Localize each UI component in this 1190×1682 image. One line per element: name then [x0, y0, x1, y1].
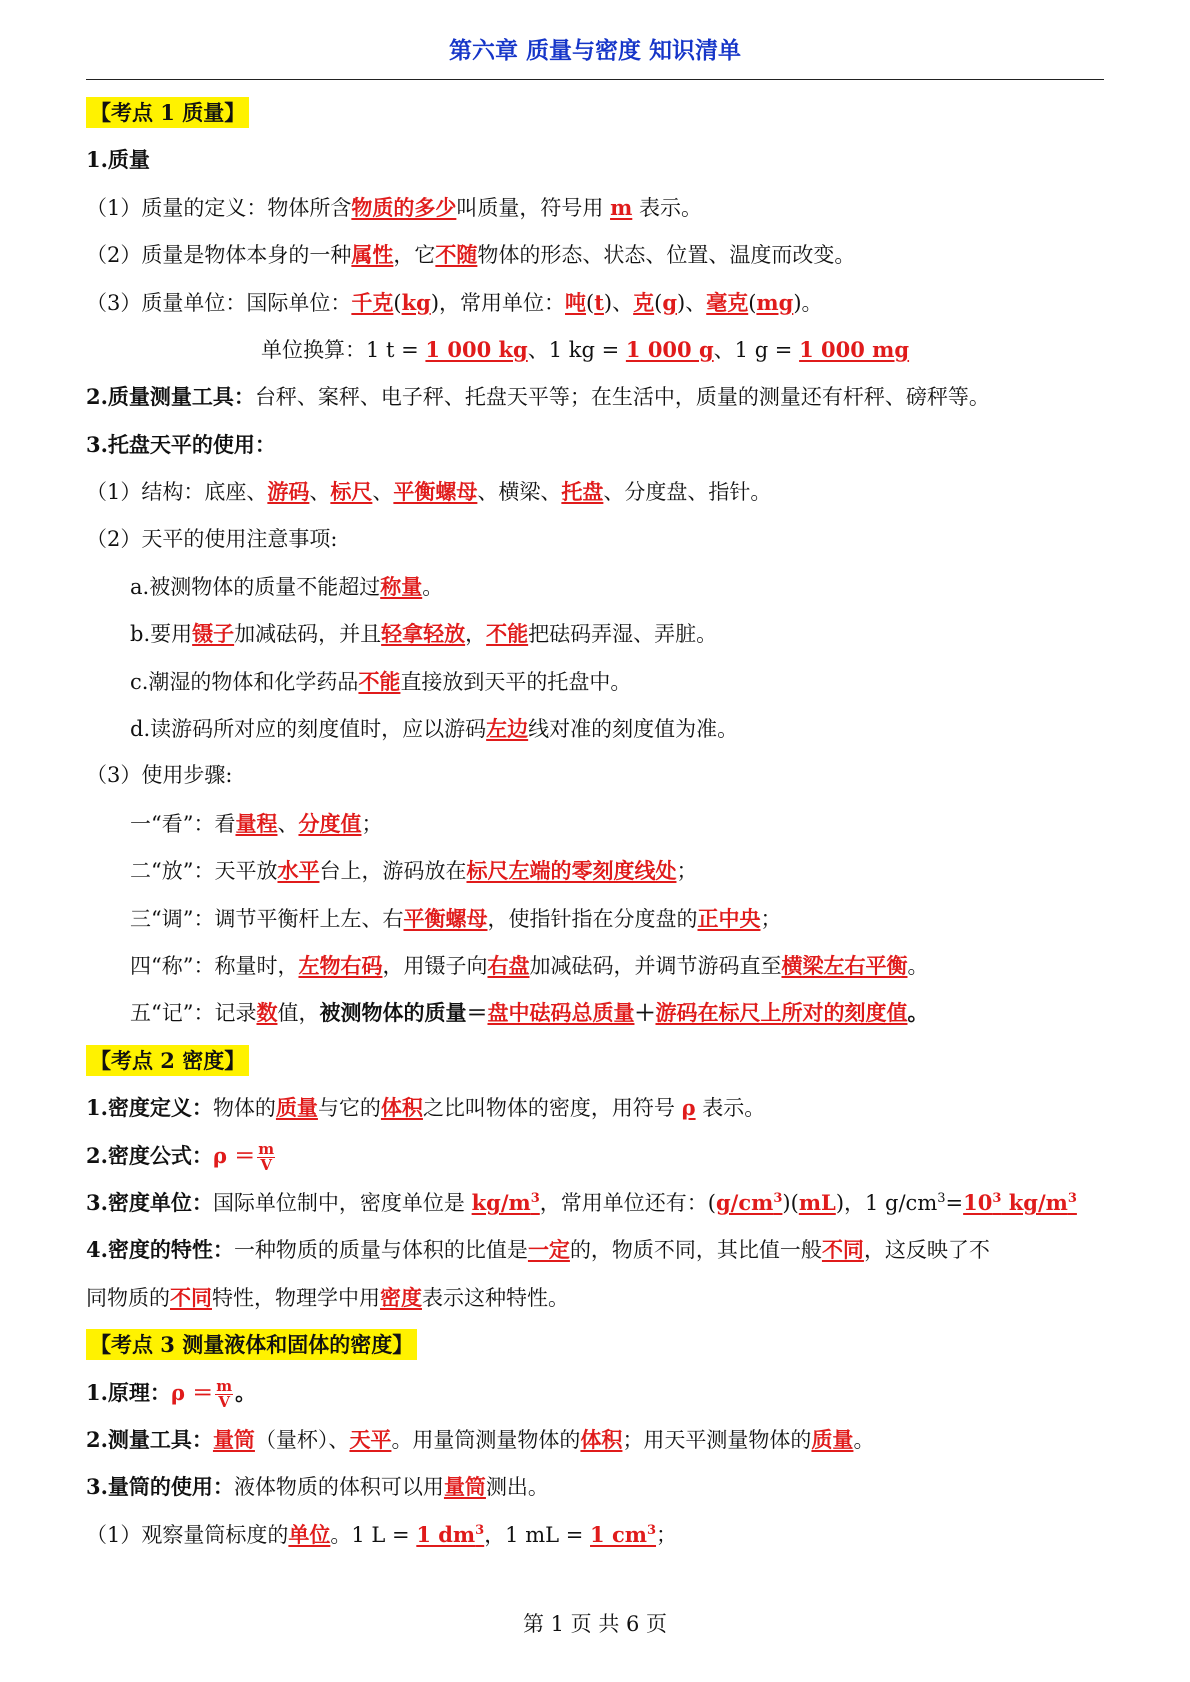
text: 五“记”：记录	[130, 1001, 257, 1026]
answer	[963, 1190, 1077, 1215]
text: 四“称”：称量时，	[130, 954, 299, 979]
answer: ρ	[681, 1095, 696, 1121]
text: （1）结构：底座、	[86, 480, 268, 505]
step-adjust	[86, 895, 1106, 942]
text: (	[586, 290, 595, 315]
text: 特性，物理学中用	[212, 1285, 380, 1310]
section-tag: 【考点 3 测量液体和固体的密度】	[86, 1329, 417, 1360]
heading-balance-use	[86, 421, 1106, 468]
denominator: V	[260, 1155, 272, 1174]
density-property-cont	[86, 1274, 1106, 1321]
bold-text: ＋	[634, 1000, 656, 1026]
answer: 标尺	[330, 479, 373, 505]
bold-text: 。	[907, 1000, 929, 1026]
answer: 水平	[277, 858, 320, 884]
text: 、分度盘、指针。	[603, 480, 772, 505]
answer: 轻拿轻放	[381, 621, 466, 647]
text: 一种物质的质量与体积的比值是	[233, 1238, 528, 1263]
step-place	[86, 847, 1106, 894]
text: 叫质量，符号用	[456, 195, 611, 220]
note-d	[86, 705, 1106, 752]
text: 二“放”：天平放	[130, 859, 278, 884]
answer: 量筒	[212, 1426, 255, 1452]
text: 、	[277, 811, 299, 836]
text: ，用镊子向	[382, 954, 488, 979]
text: 表示。	[695, 1096, 766, 1121]
answer	[716, 1190, 782, 1215]
answer: 毫克	[706, 289, 749, 315]
bold-text: 被测物体的质量＝	[319, 1000, 488, 1026]
answer: 平衡螺母	[403, 905, 488, 931]
text: ；	[676, 859, 698, 884]
answer: 质量	[811, 1426, 854, 1452]
answer: 量程	[235, 810, 278, 836]
measuring-tools	[86, 373, 1106, 420]
text: )。	[793, 290, 823, 315]
answer: 质量	[275, 1095, 318, 1121]
text: )，常用单位：	[430, 290, 566, 315]
mass-units	[86, 279, 1106, 326]
superscript: 3	[475, 1522, 485, 1538]
section-tag: 【考点 2 密度】	[86, 1045, 249, 1076]
text: 加减砝码，并调节游码直至	[529, 954, 782, 979]
text: 。	[853, 1427, 875, 1452]
bold-text: 。	[235, 1379, 257, 1405]
text: 表示。	[632, 195, 702, 220]
heading-text: 2.密度公式：	[86, 1142, 213, 1168]
text: 。1 L =	[330, 1522, 417, 1547]
answer	[590, 1522, 656, 1547]
answer: 不同	[170, 1284, 212, 1310]
text: 测出。	[485, 1475, 549, 1500]
answer: 物质的多少	[351, 194, 457, 220]
text: 单位换算：1 t =	[261, 337, 426, 362]
answer: 不能	[358, 668, 401, 694]
fraction	[257, 1139, 275, 1174]
answer: kg	[401, 289, 431, 315]
superscript: 3	[530, 1190, 540, 1206]
text: 。	[907, 954, 929, 979]
document-body	[86, 89, 1106, 1558]
unit-conversion	[86, 326, 1106, 373]
note-a	[86, 563, 1106, 610]
answer: 托盘	[561, 479, 604, 505]
text: ，它	[393, 243, 436, 268]
heading-text: 3.量筒的使用：	[86, 1474, 234, 1500]
text: 线对准的刻度值为准。	[528, 717, 739, 742]
step-look	[86, 800, 1106, 847]
answer: t	[594, 289, 604, 315]
answer-text: kg/m	[471, 1189, 531, 1215]
answer: 天平	[349, 1426, 392, 1452]
answer: 体积	[380, 1095, 423, 1121]
superscript: 3	[646, 1522, 657, 1538]
text: 、1 kg =	[527, 337, 626, 362]
step-record	[86, 989, 1106, 1036]
heading-mass	[86, 136, 1106, 183]
answer: 右盘	[487, 953, 530, 979]
text: 三“调”：调节平衡杆上左、右	[130, 906, 404, 931]
answer: 盘中砝码总质量	[487, 1000, 635, 1026]
answer: m	[610, 194, 633, 220]
text: ，这反映了不	[863, 1238, 990, 1263]
text: 把砝码弄湿、弄脏。	[528, 622, 718, 647]
formula-lhs: ρ ＝	[212, 1142, 256, 1168]
section-heading-density	[86, 1037, 1106, 1084]
step-weigh	[86, 942, 1106, 989]
superscript: 3	[773, 1190, 783, 1206]
cylinder-unit	[86, 1511, 1106, 1558]
answer	[416, 1522, 484, 1547]
answer: 游码在标尺上所对的刻度值	[655, 1000, 908, 1026]
text: 同物质的	[86, 1285, 170, 1310]
principle	[86, 1369, 1106, 1416]
superscript: 3	[992, 1190, 1002, 1206]
answer: 数	[256, 1000, 278, 1026]
answer: 横梁左右平衡	[781, 953, 908, 979]
text: （2）质量是物体本身的一种	[86, 243, 352, 268]
heading-text: 1.原理：	[86, 1379, 171, 1405]
answer: 体积	[580, 1426, 623, 1452]
answer: 1 000 mg	[799, 336, 910, 362]
text: 、	[372, 480, 394, 505]
heading-text: 1.密度定义：	[86, 1095, 213, 1121]
answer-text: 1 cm	[590, 1521, 647, 1547]
text: 的，物质不同，其比值一般	[569, 1238, 822, 1263]
text-part: )，1 g/cm	[835, 1190, 938, 1215]
text: 国际单位制中，密度单位是	[212, 1190, 472, 1215]
text: ，1 mL =	[484, 1522, 591, 1547]
text: 表示这种特性。	[422, 1285, 569, 1310]
fraction	[215, 1376, 233, 1411]
text-part: =	[945, 1190, 964, 1215]
text: ；	[656, 1522, 678, 1547]
text: 、1 g =	[713, 337, 800, 362]
text: 与它的	[317, 1096, 381, 1121]
answer-text: 1 dm	[416, 1521, 476, 1547]
answer-text: g/cm	[716, 1189, 774, 1215]
balance-notes-heading	[86, 516, 1106, 563]
text: 值，	[277, 1001, 320, 1026]
superscript: 3	[1067, 1190, 1077, 1206]
answer: 称量	[380, 573, 423, 599]
mass-property	[86, 231, 1106, 278]
density-units	[86, 1179, 1106, 1226]
text: ；用天平测量物体的	[622, 1427, 812, 1452]
text: （1）观察量筒标度的	[86, 1522, 289, 1547]
denominator: V	[218, 1392, 230, 1411]
answer: 不随	[435, 242, 478, 268]
text: 台上，游码放在	[319, 859, 467, 884]
text: (	[393, 290, 402, 315]
heading-text: 4.密度的特性：	[86, 1237, 234, 1263]
text: （1）质量的定义：物体所含	[86, 195, 352, 220]
answer: 标尺左端的零刻度线处	[466, 858, 677, 884]
answer: 吨	[565, 289, 587, 315]
balance-structure	[86, 468, 1106, 515]
text: )(	[782, 1190, 799, 1215]
answer: 量筒	[443, 1474, 486, 1500]
answer: 一定	[527, 1237, 570, 1263]
text: )、	[677, 290, 707, 315]
text: ，使指针指在分度盘的	[487, 906, 698, 931]
numerator: m	[258, 1139, 275, 1158]
text: （量杯）、	[254, 1427, 350, 1452]
text: c.潮湿的物体和化学药品	[130, 669, 359, 694]
text: 台秤、案秤、电子秤、托盘天平等；在生活中，质量的测量还有杆秤、磅秤等。	[254, 385, 990, 410]
text: ，常用单位还有：(	[539, 1190, 716, 1215]
density-definition	[86, 1084, 1106, 1131]
heading-text: 1.质量	[86, 147, 150, 173]
section-heading-measure-density	[86, 1321, 1106, 1368]
answer: 不同	[821, 1237, 864, 1263]
answer: 不能	[486, 621, 529, 647]
section-tag: 【考点 1 质量】	[86, 97, 249, 128]
answer-text: 10	[963, 1189, 993, 1215]
text: 物体的形态、状态、位置、温度而改变。	[477, 243, 856, 268]
text: 直接放到天平的托盘中。	[400, 669, 632, 694]
text: （3）质量单位：国际单位：	[86, 290, 352, 315]
title-divider	[86, 79, 1104, 80]
text: ；	[760, 906, 782, 931]
answer: 1 000 kg	[425, 336, 528, 362]
heading-text: 3.密度单位：	[86, 1189, 213, 1215]
density-property	[86, 1226, 1106, 1273]
answer: 密度	[380, 1284, 422, 1310]
answer: 游码	[267, 479, 310, 505]
text: 加减砝码，并且	[234, 622, 382, 647]
answer: 1 000 g	[625, 336, 714, 362]
mass-definition	[86, 184, 1106, 231]
answer	[472, 1190, 540, 1215]
text: 之比叫物体的密度，用符号	[422, 1096, 682, 1121]
answer: mL	[798, 1189, 836, 1215]
heading-text: 3.托盘天平的使用：	[86, 431, 276, 457]
note-c	[86, 658, 1106, 705]
text: d.读游码所对应的刻度值时，应以游码	[130, 717, 487, 742]
section-heading-mass	[86, 89, 1106, 136]
text: 、	[309, 480, 331, 505]
formula-lhs: ρ ＝	[170, 1379, 214, 1405]
text: （3）使用步骤:	[86, 763, 233, 788]
text: 。用量筒测量物体的	[391, 1427, 581, 1452]
text: 、横梁、	[477, 480, 562, 505]
text: 液体物质的体积可以用	[233, 1475, 444, 1500]
text: （2）天平的使用注意事项:	[86, 526, 338, 551]
measuring-tools-density	[86, 1416, 1106, 1463]
text: b.要用	[130, 622, 193, 647]
answer: 正中央	[697, 905, 761, 931]
answer: mg	[756, 289, 794, 315]
answer: 镊子	[192, 621, 235, 647]
answer: 分度值	[298, 810, 362, 836]
text: 。	[422, 574, 444, 599]
answer: 平衡螺母	[393, 479, 478, 505]
numerator: m	[216, 1376, 233, 1395]
answer: 单位	[288, 1521, 331, 1547]
answer: 左边	[486, 716, 529, 742]
page-footer: 第 1 页 共 6 页	[522, 1612, 668, 1636]
answer: 克	[633, 289, 655, 315]
heading-text: 2.质量测量工具：	[86, 384, 255, 410]
text: ；	[361, 811, 383, 836]
answer: 左物右码	[298, 953, 383, 979]
text: (	[748, 290, 757, 315]
text: 一“看”：看	[130, 811, 236, 836]
superscript: 3	[937, 1190, 946, 1206]
answer-text: kg/m	[1001, 1189, 1068, 1215]
text: (	[654, 290, 663, 315]
heading-text: 2.测量工具：	[86, 1426, 213, 1452]
text	[836, 1191, 963, 1215]
note-b	[86, 610, 1106, 657]
steps-heading	[86, 752, 1106, 799]
answer: 千克	[351, 289, 394, 315]
text: ，	[465, 622, 487, 647]
density-formula	[86, 1132, 1106, 1179]
page-title: 第六章 质量与密度 知识清单	[448, 38, 741, 64]
cylinder-use	[86, 1463, 1106, 1510]
text: a.被测物体的质量不能超过	[130, 574, 381, 599]
answer: 属性	[351, 242, 394, 268]
text: 物体的	[212, 1096, 276, 1121]
answer: g	[662, 289, 678, 315]
text: )、	[603, 290, 634, 315]
